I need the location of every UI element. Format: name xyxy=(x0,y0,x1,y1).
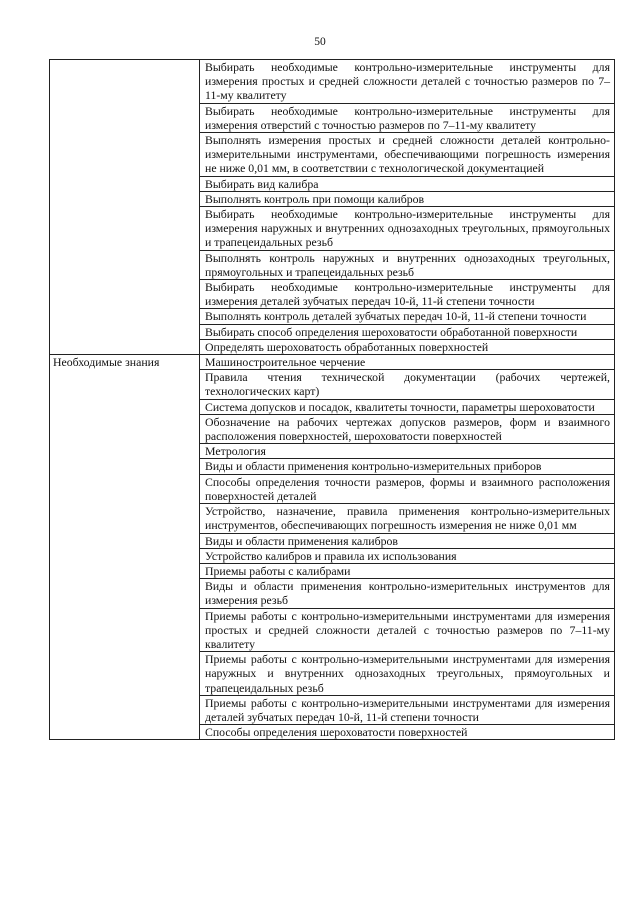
knowledge-row-text: Устройство калибров и правила их использования xyxy=(200,548,615,563)
skills-row-text: Определять шероховатость обработанных поверхностей xyxy=(200,339,615,354)
skills-row-text: Выбирать необходимые контрольно-измерительные инструменты для измерения отверстий с точностью размеров по 7–11-му квалитету xyxy=(200,103,615,132)
knowledge-row-text: Приемы работы с контрольно-измерительными инструментами для измерения наружных и внутренних однозаходных треугольных, прямоугольных и трапецеидальных резьб xyxy=(200,652,615,696)
page-number: 50 xyxy=(314,36,326,48)
knowledge-row-text: Машиностроительное черчение xyxy=(200,355,615,370)
skills-row-text: Выполнять контроль деталей зубчатых передач 10-й, 11-й степени точности xyxy=(200,309,615,324)
skills-row-text: Выбирать способ определения шероховатости обработанной поверхности xyxy=(200,324,615,339)
knowledge-row-text: Приемы работы с калибрами xyxy=(200,563,615,578)
knowledge-row-text: Приемы работы с контрольно-измерительными инструментами для измерения деталей зубчатых передач 10-й, 11-й степени точности xyxy=(200,695,615,724)
competency-table xyxy=(49,59,615,740)
knowledge-row-text: Приемы работы с контрольно-измерительными инструментами для измерения простых и средней сложности деталей с точностью размеров по 7–11-му квалитету xyxy=(200,608,615,652)
skills-row-text: Выбирать необходимые контрольно-измерительные инструменты для измерения простых и средней сложности деталей с точностью размеров по 7–11-му квалитету xyxy=(200,60,615,104)
knowledge-row-text: Правила чтения технической документации (рабочих чертежей, технологических карт) xyxy=(200,370,615,399)
skills-section-label xyxy=(50,60,200,355)
skills-row-text: Выполнять контроль наружных и внутренних однозаходных треугольных, прямоугольных и трапецеидальных резьб xyxy=(200,250,615,279)
knowledge-row-text: Устройство, назначение, правила применения контрольно-измерительных инструментов, обеспечивающих погрешность измерения не ниже 0,01 мм xyxy=(200,504,615,533)
knowledge-row-text: Обозначение на рабочих чертежах допусков размеров, форм и взаимного расположения поверхностей, шероховатости поверхностей xyxy=(200,414,615,443)
knowledge-row-text: Виды и области применения контрольно-измерительных инструментов для измерения резьб xyxy=(200,579,615,608)
knowledge-row-text: Способы определения точности размеров, формы и взаимного расположения поверхностей деталей xyxy=(200,474,615,503)
skills-row-text: Выполнять измерения простых и средней сложности деталей контрольно-измерительными инструментами, обеспечивающими погрешность измерения не ниже 0,01 мм, в соответствии с технологической документацией xyxy=(200,133,615,177)
table-row xyxy=(50,355,615,370)
knowledge-row-text: Способы определения шероховатости поверхностей xyxy=(200,725,615,740)
skills-row-text: Выполнять контроль при помощи калибров xyxy=(200,191,615,206)
knowledge-row-text: Метрология xyxy=(200,444,615,459)
knowledge-row-text: Система допусков и посадок, квалитеты точности, параметры шероховатости xyxy=(200,399,615,414)
competency-table-body xyxy=(50,60,615,740)
knowledge-row-text: Виды и области применения калибров xyxy=(200,533,615,548)
table-row xyxy=(50,60,615,104)
skills-row-text: Выбирать вид калибра xyxy=(200,176,615,191)
knowledge-section-label: Необходимые знания xyxy=(50,355,200,740)
skills-row-text: Выбирать необходимые контрольно-измерительные инструменты для измерения наружных и внутренних однозаходных треугольных, прямоугольных и трапецеидальных резьб xyxy=(200,207,615,251)
skills-row-text: Выбирать необходимые контрольно-измерительные инструменты для измерения деталей зубчатых передач 10-й, 11-й степени точности xyxy=(200,280,615,309)
knowledge-row-text: Виды и области применения контрольно-измерительных приборов xyxy=(200,459,615,474)
